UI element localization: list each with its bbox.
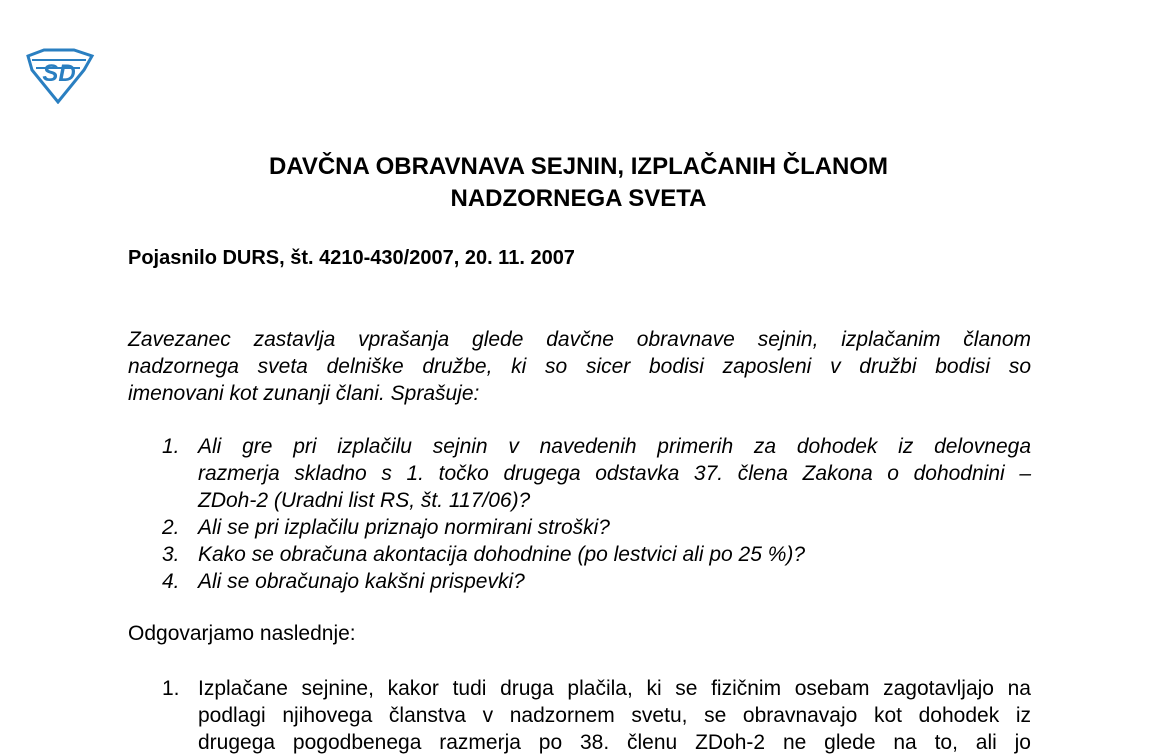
answer-intro: Odgovarjamo naslednje: [128, 622, 356, 645]
question-line: Kako se obračuna akontacija dohodnine (po lestvici ali po 25 %)? [198, 543, 806, 566]
logo-text: SD [42, 60, 76, 87]
answer-line: Izplačane sejnine, kakor tudi druga plačila, ki se fizičnim osebam zagotavljajo na [198, 677, 1031, 700]
question-number: 4. [162, 570, 180, 593]
title-line-2: NADZORNEGA SVETA [450, 185, 707, 212]
question-number: 1. [162, 435, 180, 458]
intro-line: imenovani kot zunanji člani. Sprašuje: [128, 382, 480, 405]
intro-line: nadzornega sveta delniške družbe, ki so sicer bodisi zaposleni v družbi bodisi so [128, 355, 1031, 378]
question-number: 2. [162, 516, 180, 539]
questions-list [128, 433, 1031, 595]
answers-list [128, 675, 1031, 756]
question-item [128, 568, 1031, 595]
question-item [128, 433, 1031, 514]
question-line: razmerja skladno s 1. točko drugega odstavka 37. člena Zakona o dohodnini – [198, 462, 1031, 485]
answer-line: drugega pogodbenega razmerja po 38. členu ZDoh-2 ne glede na to, ali jo [198, 731, 1031, 754]
question-line: Ali se pri izplačilu priznajo normirani stroški? [198, 516, 610, 539]
question-item [128, 514, 1031, 541]
question-line: ZDoh-2 (Uradni list RS, št. 117/06)? [198, 489, 531, 512]
intro-line: Zavezanec zastavlja vprašanja glede davčne obravnave sejnin, izplačanim članom [128, 328, 1031, 351]
intro-paragraph [128, 326, 1031, 407]
answer-item [128, 675, 1031, 756]
question-item [128, 541, 1031, 568]
reference-line: Pojasnilo DURS, št. 4210-430/2007, 20. 11. 2007 [128, 247, 575, 269]
answer-number: 1. [162, 677, 180, 700]
document-title [0, 151, 1157, 215]
sd-logo-icon [22, 48, 96, 104]
question-line: Ali gre pri izplačilu sejnin v navedenih primerih za dohodek iz delovnega [198, 435, 1031, 458]
question-number: 3. [162, 543, 180, 566]
answer-line: podlagi njihovega članstva v nadzornem svetu, se obravnavajo kot dohodek iz [198, 704, 1031, 727]
question-line: Ali se obračunajo kakšni prispevki? [198, 570, 525, 593]
title-line-1: DAVČNA OBRAVNAVA SEJNIN, IZPLAČANIH ČLANOM [268, 153, 889, 180]
